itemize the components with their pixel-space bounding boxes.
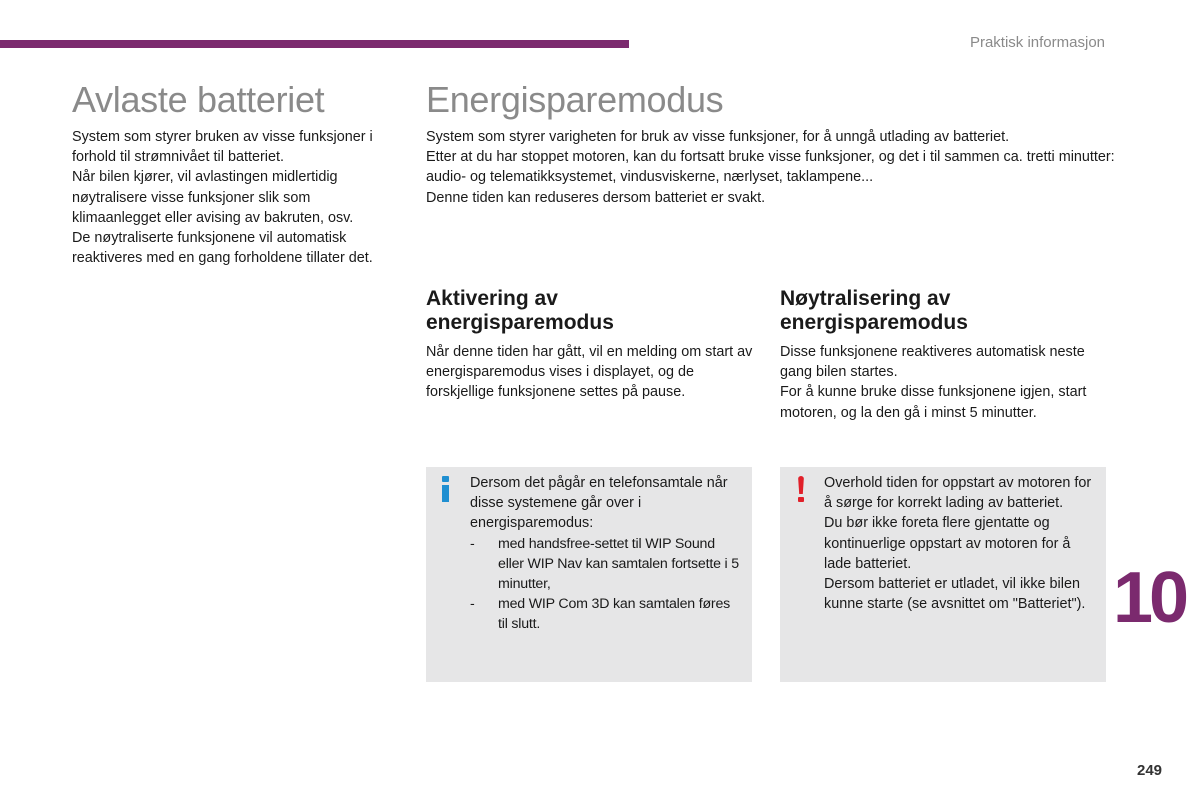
activation-text: Når denne tiden har gått, vil en melding om start av energisparemodus vises i displayet, og de forskjellige funksjonene settes på pause. <box>426 344 753 401</box>
list-item-text: med WIP Com 3D kan samtalen føres til slutt. <box>498 596 731 633</box>
header-accent-bar <box>0 40 629 48</box>
warning-box <box>780 467 1106 682</box>
left-body <box>72 127 402 268</box>
list-item <box>470 534 742 595</box>
info-list <box>470 534 742 635</box>
warning-paragraph: Dersom batteriet er utladet, vil ikke bilen kunne starte (se avsnittet om "Batteriet"). <box>824 576 1086 613</box>
chapter-number: 10 <box>1113 558 1186 638</box>
neutralization-heading: Nøytralisering av energisparemodus <box>780 287 968 334</box>
info-icon <box>440 476 450 502</box>
list-bullet: - <box>470 535 475 552</box>
right-paragraph: Etter at du har stoppet motoren, kan du fortsatt bruke visse funksjoner, og det i til sammen ca. tretti minutter: audio- og telematikksystemet, vindusviskerne, nærlyset, taklampene... <box>426 149 1115 186</box>
left-paragraph: Når bilen kjører, vil avlastingen midlertidig nøytralisere visse funksjoner slik som klimaanlegget eller avising av bakruten, osv. <box>72 169 354 226</box>
activation-heading: Aktivering av energisparemodus <box>426 287 614 334</box>
right-paragraph: System som styrer varigheten for bruk av visse funksjoner, for å unngå utlading av batteriet. <box>426 129 1010 145</box>
info-intro: Dersom det pågår en telefonsamtale når disse systemene går over i energisparemodus: <box>470 475 728 532</box>
left-title: Avlaste batteriet <box>72 79 325 120</box>
right-paragraph: Denne tiden kan reduseres dersom batteriet er svakt. <box>426 189 766 206</box>
left-paragraph: System som styrer bruken av visse funksjoner i forhold til strømnivået til batteriet. <box>72 129 373 166</box>
neutralization-paragraph: Disse funksjonene reaktiveres automatisk neste gang bilen startes. <box>780 344 1085 381</box>
neutralization-paragraph: For å kunne bruke disse funksjonene igjen, start motoren, og la den gå i minst 5 minutter. <box>780 384 1087 421</box>
activation-body <box>426 342 756 403</box>
warning-exclamation-icon <box>796 476 806 502</box>
info-box <box>426 467 752 682</box>
section-label: Praktisk informasjon <box>969 34 1105 51</box>
list-item-text: med handsfree-settet til WIP Sound eller WIP Nav kan samtalen fortsette i 5 minutter, <box>498 535 739 593</box>
warning-paragraph: Du bør ikke foreta flere gjentatte og kontinuerlige oppstart av motoren for å lade batteriet. <box>824 515 1071 572</box>
right-body <box>426 127 1116 208</box>
warning-paragraph: Overhold tiden for oppstart av motoren for å sørge for korrekt lading av batteriet. <box>824 475 1092 512</box>
warning-box-text <box>824 473 1096 614</box>
neutralization-body <box>780 342 1110 423</box>
left-paragraph: De nøytraliserte funksjonene vil automatisk reaktiveres med en gang forholdene tillater det. <box>72 230 373 267</box>
page-number: 249 <box>1137 762 1163 779</box>
list-item <box>470 594 742 634</box>
right-title: Energisparemodus <box>426 79 724 120</box>
info-box-text <box>470 473 742 635</box>
list-bullet: - <box>470 596 475 613</box>
